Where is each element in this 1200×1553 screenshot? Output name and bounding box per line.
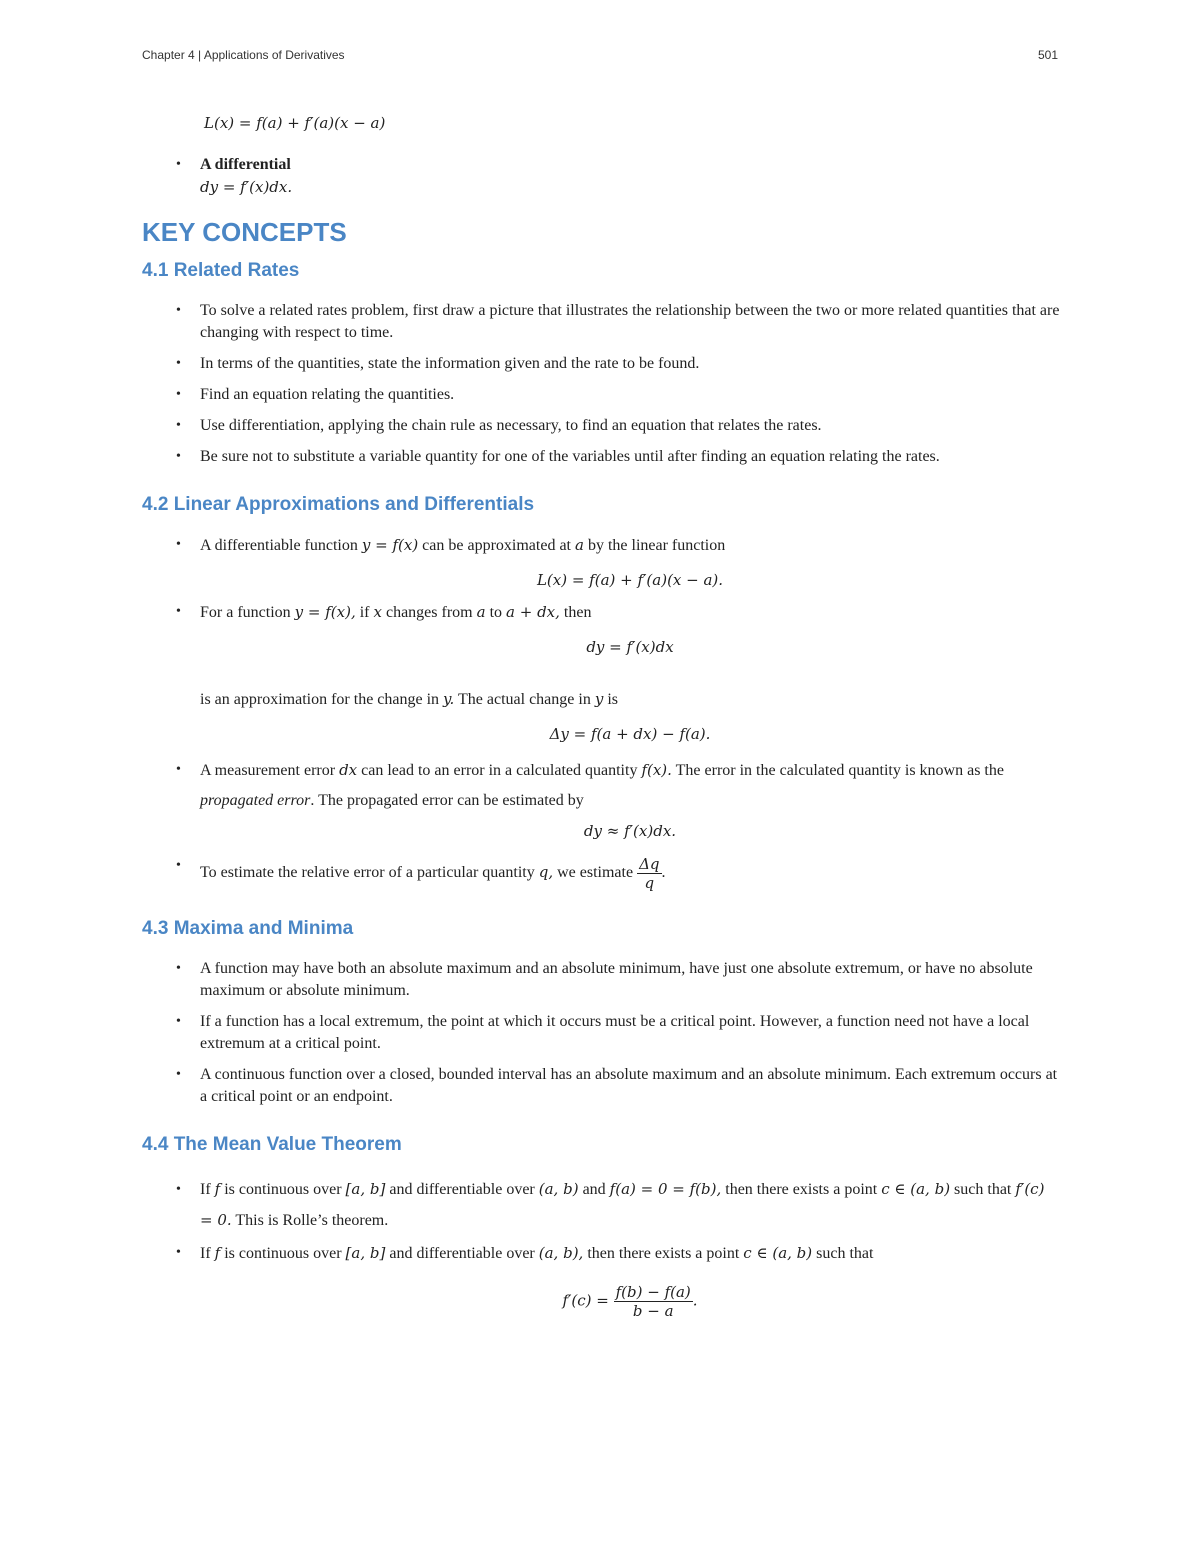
list-item: • Find an equation relating the quantities. bbox=[142, 384, 1060, 406]
text: such that bbox=[812, 1245, 874, 1262]
list-item bbox=[142, 1242, 1060, 1320]
text: and differentiable over bbox=[385, 1181, 539, 1198]
text: . bbox=[661, 864, 666, 882]
key-concepts-heading: KEY CONCEPTS bbox=[142, 217, 347, 247]
differential-title: A differential bbox=[200, 156, 291, 173]
text: . The propagated error can be estimated by bbox=[310, 792, 584, 809]
actual-change-equation: Δy = f(a + dx) − f(a). bbox=[549, 725, 711, 743]
math: c ∈ (a, b) bbox=[743, 1244, 813, 1262]
text: is continuous over bbox=[220, 1181, 346, 1198]
denominator: q bbox=[644, 874, 655, 892]
text: can lead to an error in a calculated quantity bbox=[357, 762, 642, 779]
text: to bbox=[485, 604, 507, 621]
math: f′(c) = 0. bbox=[200, 1180, 1045, 1229]
list-item: • Be sure not to substitute a variable quantity for one of the variables until after finding an equation relating the rates. bbox=[142, 446, 1060, 468]
text: is an approximation for the change in bbox=[200, 691, 444, 708]
list-item: • In terms of the quantities, state the information given and the rate to be found. bbox=[142, 353, 1060, 375]
section-title: 4.4 The Mean Value Theorem bbox=[142, 1134, 402, 1155]
chapter-title: Chapter 4 | Applications of Derivatives bbox=[142, 48, 345, 62]
text: is continuous over bbox=[220, 1245, 346, 1262]
math: f(a) = 0 = f(b), bbox=[609, 1180, 722, 1198]
differential-item bbox=[142, 154, 1060, 199]
math: f bbox=[214, 1244, 221, 1262]
emphasis: propagated error bbox=[200, 792, 311, 809]
text: and bbox=[578, 1181, 610, 1198]
math: y = f(x) bbox=[361, 536, 419, 554]
text: The error in the calculated quantity is known as the bbox=[671, 762, 1004, 779]
text: A measurement error bbox=[200, 762, 340, 779]
text: can be approximated at bbox=[418, 537, 575, 554]
list-item bbox=[142, 755, 1060, 846]
section-mean-value-theorem bbox=[142, 1134, 1060, 1320]
math: x bbox=[373, 603, 382, 621]
math: dx bbox=[339, 761, 358, 779]
text: If bbox=[200, 1181, 215, 1198]
list-item: • If a function has a local extremum, the point at which it occurs must be a critical point. However, a function need not have a local extremum at a critical point. bbox=[142, 1011, 1060, 1055]
math: y bbox=[594, 690, 604, 708]
text: we estimate bbox=[553, 864, 638, 882]
propagated-error-equation: dy ≈ f′(x)dx. bbox=[583, 822, 677, 840]
text: is bbox=[603, 691, 618, 708]
math: y = f(x), bbox=[294, 603, 356, 621]
text: This is Rolle’s theorem. bbox=[231, 1212, 389, 1229]
section-linear-approximations bbox=[142, 494, 1060, 892]
text: then bbox=[559, 604, 592, 621]
section-maxima-minima bbox=[142, 918, 1060, 1108]
text: To estimate the relative error of a particular quantity bbox=[200, 864, 539, 882]
denominator: b − a bbox=[632, 1302, 674, 1320]
math: q, bbox=[538, 863, 554, 882]
math: a + dx, bbox=[506, 603, 560, 621]
text: and differentiable over bbox=[385, 1245, 539, 1262]
math: (a, b) bbox=[538, 1180, 579, 1198]
math: f(x). bbox=[641, 761, 672, 779]
text: If bbox=[200, 1245, 215, 1262]
list-item bbox=[142, 855, 1060, 892]
list-item: • To solve a related rates problem, first draw a picture that illustrates the relationship between the two or more related quantities that are changing with respect to time. bbox=[142, 300, 1060, 344]
equation-end: . bbox=[692, 1291, 698, 1310]
numerator: Δq bbox=[639, 855, 660, 873]
page-header bbox=[142, 48, 1058, 66]
math: c ∈ (a, b) bbox=[881, 1180, 951, 1198]
mean-value-fraction bbox=[614, 1283, 693, 1320]
page-number: 501 bbox=[1037, 48, 1058, 62]
text: such that bbox=[950, 1181, 1016, 1198]
numerator: f(b) − f(a) bbox=[615, 1283, 691, 1301]
math: (a, b), bbox=[538, 1244, 584, 1262]
text: if bbox=[355, 604, 374, 621]
math: a bbox=[476, 603, 486, 621]
equation-lhs: f′(c) = bbox=[562, 1291, 614, 1310]
differential-equation: dy = f′(x)dx bbox=[586, 638, 674, 656]
list-item: • A continuous function over a closed, bounded interval has an absolute maximum and an absolute minimum. Each extremum occurs at a critical point or an endpoint. bbox=[142, 1064, 1060, 1108]
list-item: • Use differentiation, applying the chain rule as necessary, to find an equation that relates the rates. bbox=[142, 415, 1060, 437]
section-related-rates bbox=[142, 260, 1060, 468]
linear-function-equation: L(x) = f(a) + f′(a)(x − a). bbox=[536, 571, 724, 589]
text: A differentiable function bbox=[200, 537, 362, 554]
list-item bbox=[142, 601, 1060, 745]
page-content bbox=[142, 110, 1060, 1346]
relative-error-fraction bbox=[637, 855, 661, 892]
differential-equation: dy = f′(x)dx. bbox=[200, 178, 293, 196]
mean-value-equation bbox=[200, 1283, 1060, 1320]
text: by the linear function bbox=[583, 537, 726, 554]
list-item: • A function may have both an absolute maximum and an absolute minimum, have just one absolute extremum, or have no absolute maximum or absolute minimum. bbox=[142, 958, 1060, 1002]
section-title: 4.3 Maxima and Minima bbox=[142, 918, 354, 939]
text: changes from bbox=[381, 604, 477, 621]
text: For a function bbox=[200, 604, 295, 621]
math: a bbox=[575, 536, 584, 554]
math: [a, b] bbox=[345, 1244, 386, 1262]
text: The actual change in bbox=[454, 691, 595, 708]
text: then there exists a point bbox=[721, 1181, 882, 1198]
list-item bbox=[142, 534, 1060, 591]
linearization-equation: L(x) = f(a) + f′(a)(x − a) bbox=[204, 114, 386, 132]
math: f bbox=[214, 1180, 221, 1198]
math: [a, b] bbox=[345, 1180, 386, 1198]
list-item bbox=[142, 1174, 1060, 1236]
section-title: 4.2 Linear Approximations and Differentials bbox=[142, 494, 535, 515]
text: then there exists a point bbox=[583, 1245, 744, 1262]
section-title: 4.1 Related Rates bbox=[142, 260, 300, 281]
math: y. bbox=[443, 690, 455, 708]
